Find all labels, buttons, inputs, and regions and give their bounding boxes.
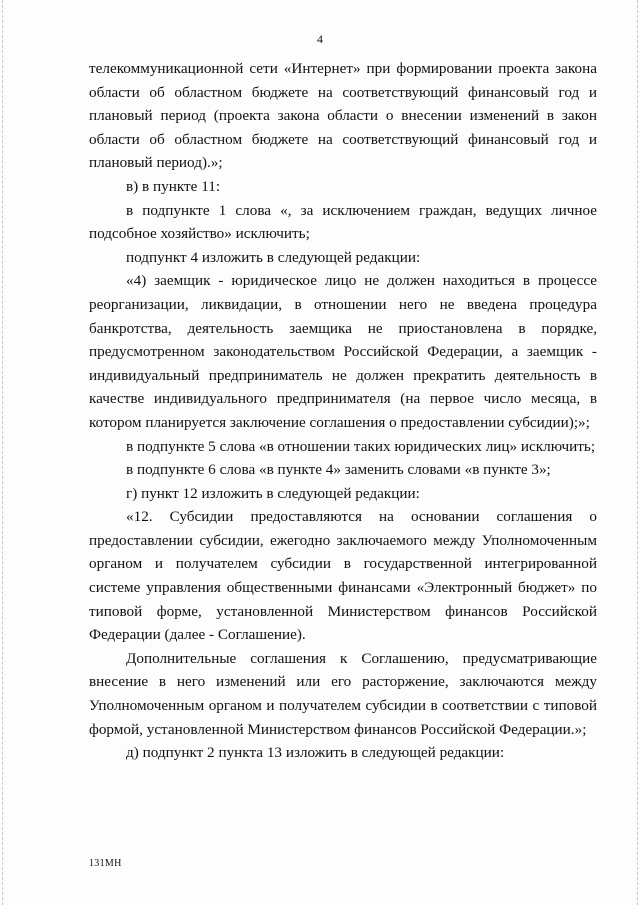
paragraph: д) подпункт 2 пункта 13 изложить в следующей редакции:	[126, 744, 505, 762]
scan-right-edge	[635, 0, 638, 905]
paragraph: подпункт 4 изложить в следующей редакции:	[126, 248, 421, 266]
scan-left-edge	[2, 0, 5, 905]
paragraph: «4) заемщик - юридическое лицо не должен находиться в процессе реорганизации, ликвидации, в отношении него не введена процедура банкротства, деятельность заемщика не приостановлена в порядке, предусмотренном законодательством Российской Федерации, а заемщик - индивидуальный предприниматель не должен прекратить деятельность в качестве индивидуального предпринимателя (на первое число месяца, в котором планируется заключение соглашения о предоставлении субсидии);»;	[89, 272, 597, 431]
document-body	[89, 57, 597, 765]
paragraph: в подпункте 6 слова «в пункте 4» заменить словами «в пункте 3»;	[126, 461, 551, 479]
paragraph: г) пункт 12 изложить в следующей редакции:	[126, 484, 420, 502]
paragraph: в подпункте 1 слова «, за исключением граждан, ведущих личное подсобное хозяйство» исключить;	[89, 201, 597, 243]
document-code: 131МН	[89, 858, 122, 869]
page-number: 4	[317, 32, 323, 46]
paragraph: в подпункте 5 слова «в отношении таких юридических лиц» исключить;	[126, 437, 596, 455]
paragraph-continuation: телекоммуникационной сети «Интернет» при формировании проекта закона области об областном бюджете на соответствующий финансовый год и плановый период (проекта закона области о внесении изменений в закон области об областном бюджете на соответствующий финансовый год и плановый период).»;	[89, 60, 597, 172]
paragraph: «12. Субсидии предоставляются на основании соглашения о предоставлении субсидии, ежегодно заключаемого между Уполномоченным органом и получателем субсидии в государственной интегрированной системе управления общественными финансами «Электронный бюджет» по типовой форме, установленной Министерством финансов Российской Федерации (далее - Соглашение).	[89, 508, 597, 644]
paragraph: в) в пункте 11:	[126, 177, 221, 195]
paragraph: Дополнительные соглашения к Соглашению, предусматривающие внесение в него изменений или его расторжение, заключаются между Уполномоченным органом и получателем субсидии в соответствии с типовой формой, установленной Министерством финансов Российской Федерации.»;	[89, 649, 597, 738]
